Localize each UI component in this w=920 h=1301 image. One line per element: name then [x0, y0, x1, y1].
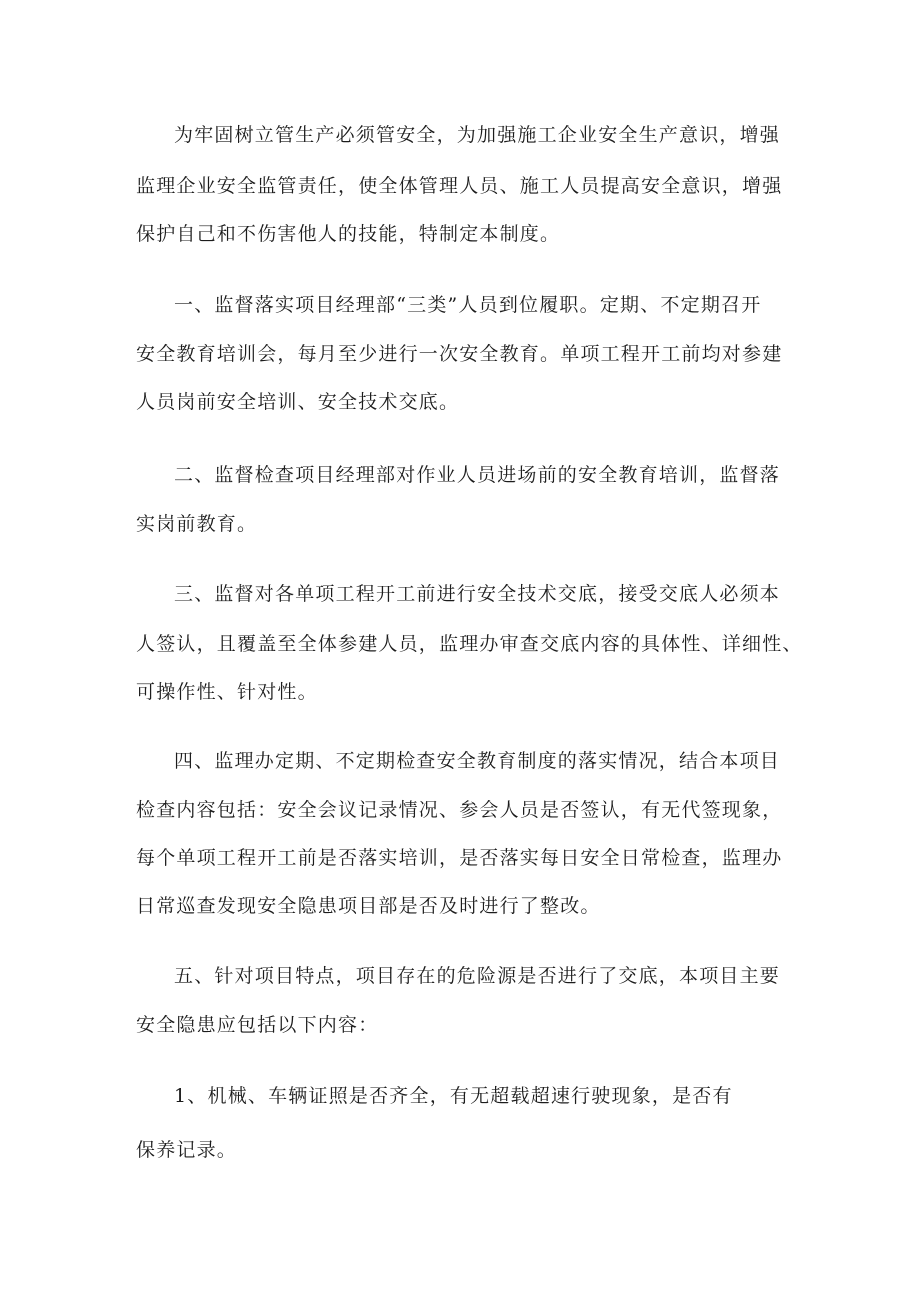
text-line: 实岗前教育。 — [136, 513, 258, 535]
text-line: 人员岗前安全培训、安全技术交底。 — [136, 391, 460, 413]
text-line: 为牢固树立管生产必须管安全，为加强施工企业安全生产意识，增强 — [174, 124, 781, 146]
text-line: 检查内容包括：安全会议记录情况、参会人员是否签认，有无代签现象， — [136, 799, 783, 821]
text-line: 五、针对项目特点，项目存在的危险源是否进行了交底，本项目主要 — [174, 965, 781, 987]
text-line: 一、监督落实项目经理部“三类”人员到位履职。定期、不定期召开 — [174, 294, 762, 316]
text-line: 四、监理办定期、不定期检查安全教育制度的落实情况，结合本项目 — [174, 750, 781, 772]
text-line: 保护自己和不伤害他人的技能，特制定本制度。 — [136, 223, 561, 245]
text-line: 可操作性、针对性。 — [136, 681, 318, 703]
text-line: 保养记录。 — [136, 1139, 238, 1161]
text-line: 监理企业安全监管责任，使全体管理人员、施工人员提高安全意识，增强 — [136, 175, 783, 197]
text-line: 人签认，且覆盖至全体参建人员，监理办审查交底内容的具体性、详细性、 — [136, 633, 803, 655]
text-line: 1、机械、车辆证照是否齐全，有无超载超速行驶现象，是否有 — [174, 1085, 733, 1107]
text-line: 三、监督对各单项工程开工前进行安全技术交底，接受交底人必须本 — [174, 583, 781, 605]
text-line: 每个单项工程开工前是否落实培训，是否落实每日安全日常检查，监理办 — [136, 847, 783, 869]
text-line: 安全教育培训会，每月至少进行一次安全教育。单项工程开工前均对参建 — [136, 343, 783, 365]
text-line: 日常巡查发现安全隐患项目部是否及时进行了整改。 — [136, 895, 601, 917]
text-line: 二、监督检查项目经理部对作业人员进场前的安全教育培训，监督落 — [174, 464, 781, 486]
text-line: 安全隐患应包括以下内容： — [136, 1014, 379, 1036]
